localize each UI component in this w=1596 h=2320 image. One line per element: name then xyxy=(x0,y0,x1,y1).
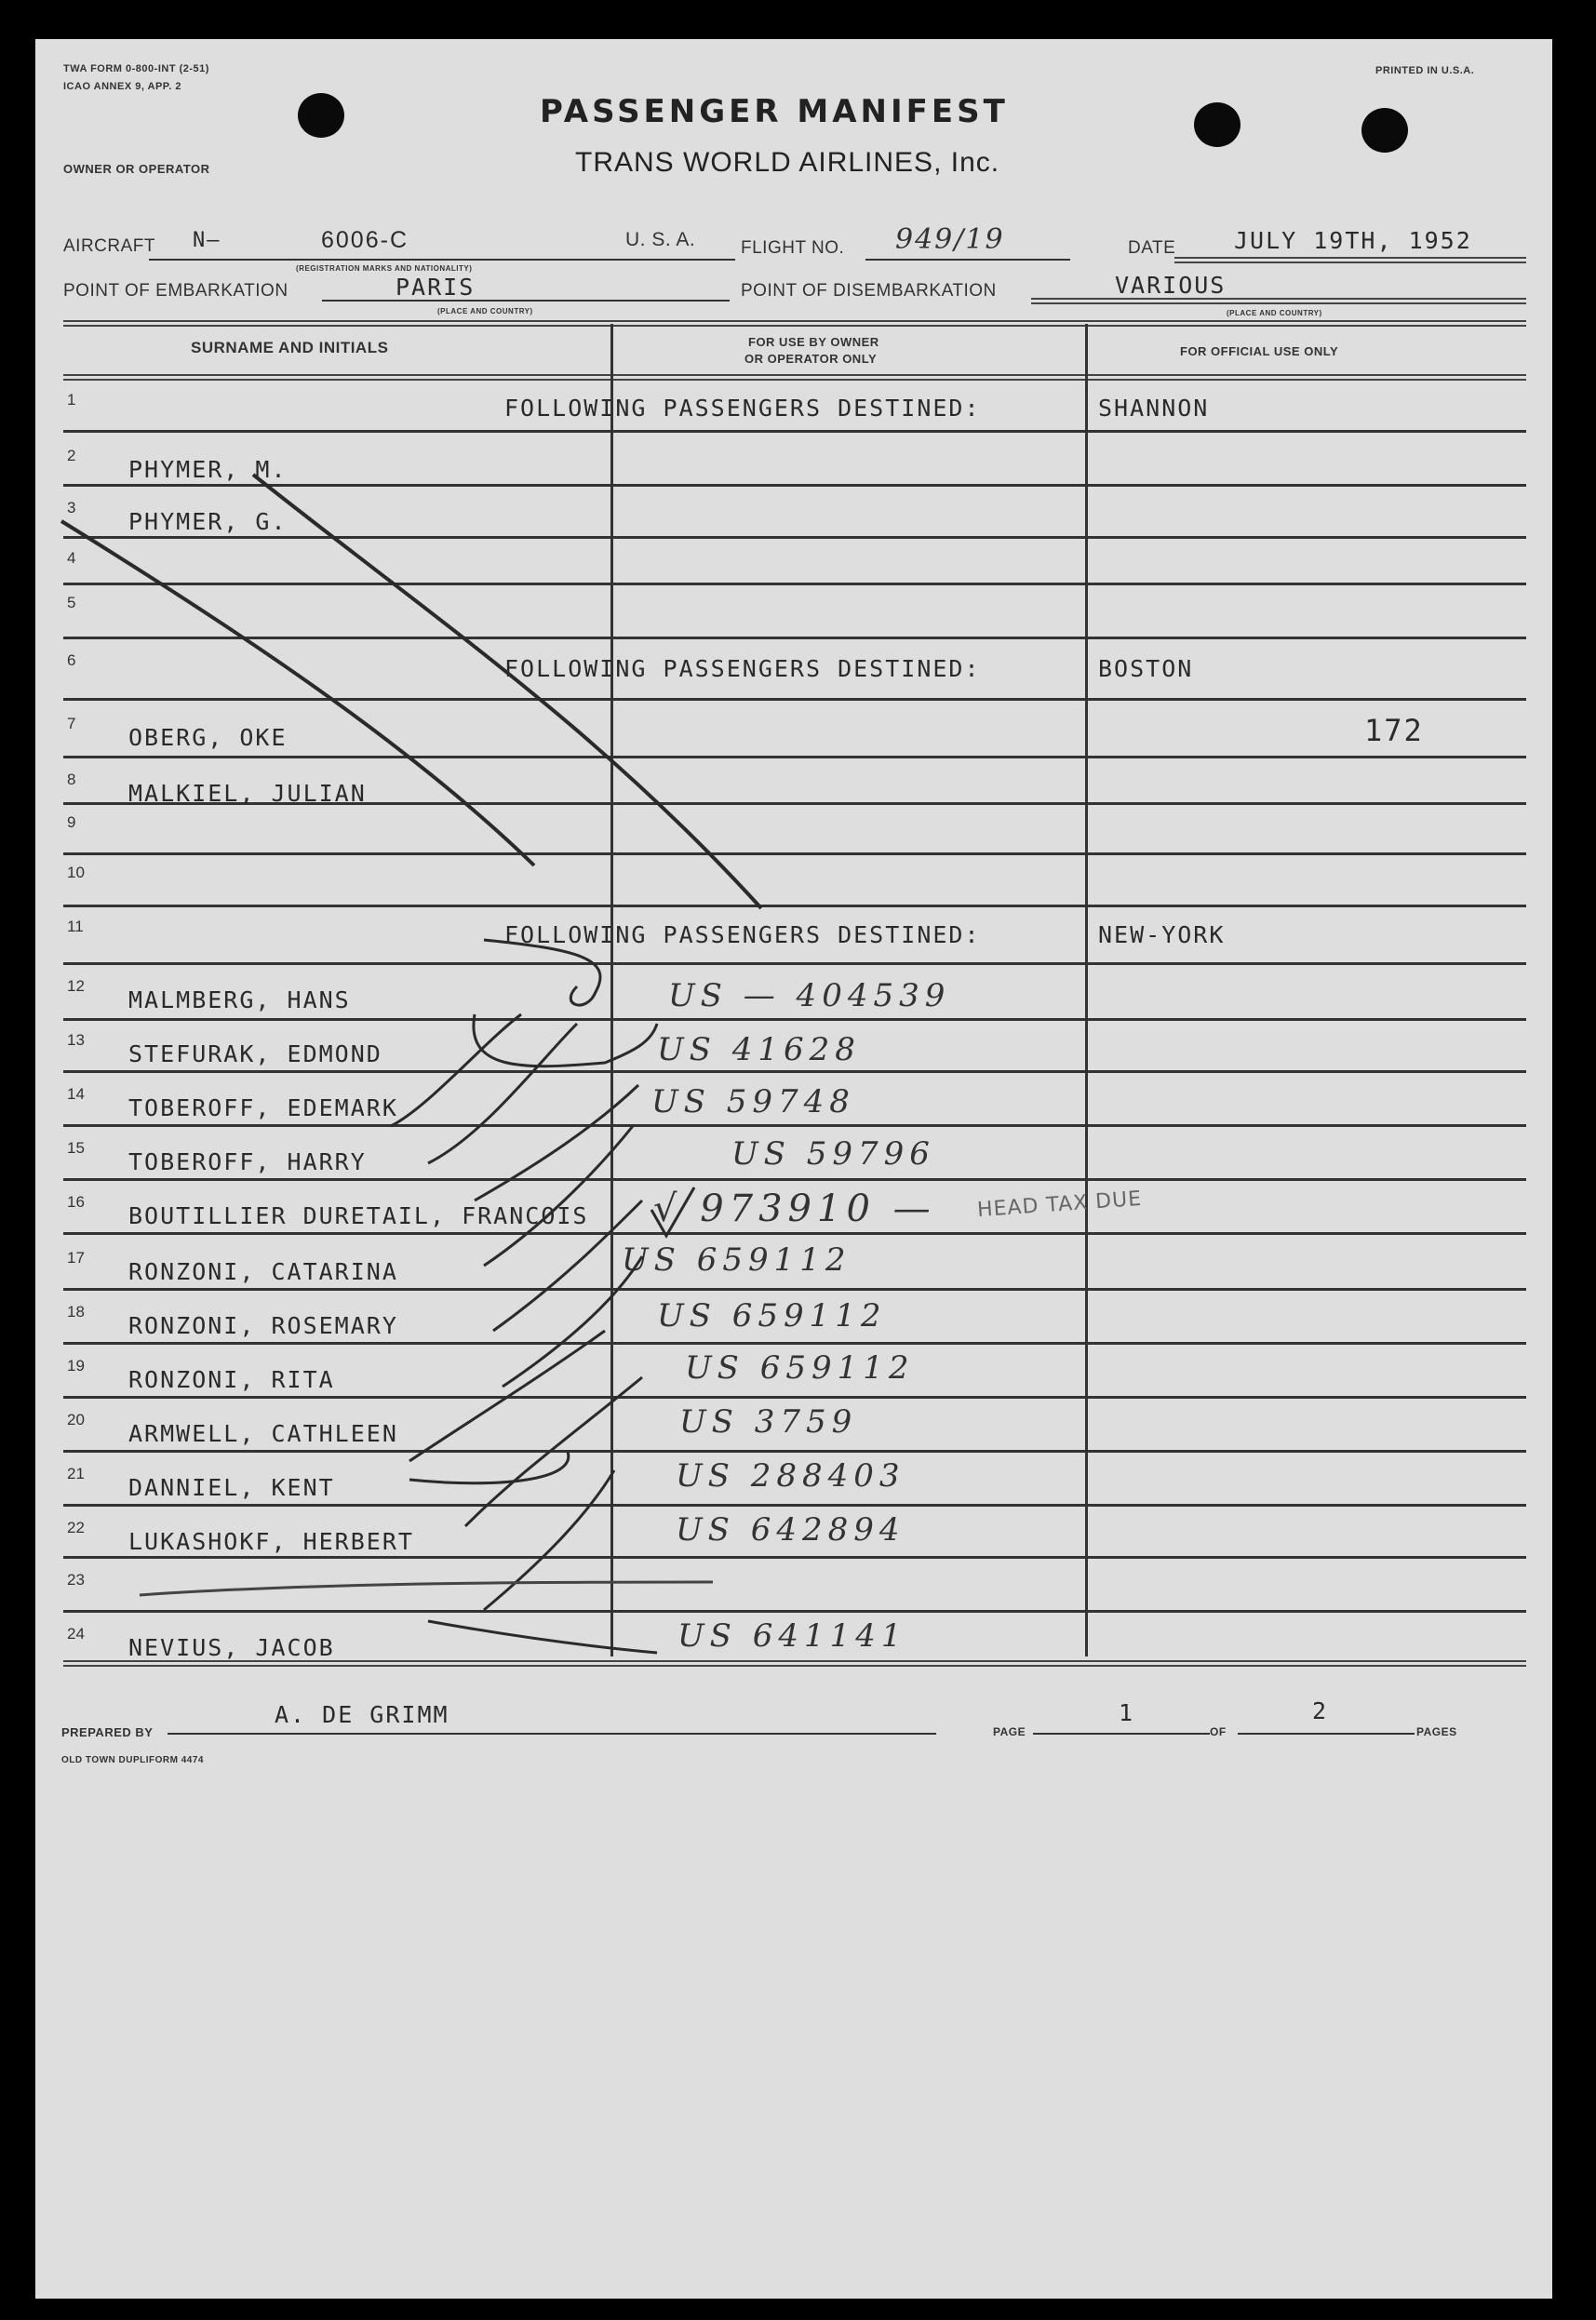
aircraft-country: U. S. A. xyxy=(625,229,696,250)
tick-mark-7 xyxy=(493,1200,642,1331)
printed-in: PRINTED IN U.S.A. xyxy=(1375,65,1475,76)
tick-mark-10 xyxy=(465,1377,642,1526)
row-number: 1 xyxy=(67,391,76,409)
row-number: 7 xyxy=(67,715,76,732)
row-number: 23 xyxy=(67,1571,85,1589)
passenger-name: RONZONI, ROSEMARY xyxy=(128,1312,398,1339)
handwritten-r17: US 659112 xyxy=(622,1241,852,1279)
place-caption-2: (PLACE AND COUNTRY) xyxy=(1227,309,1322,317)
tick-mark-4 xyxy=(428,1024,577,1163)
handwritten-r16: √ 973910 — xyxy=(653,1187,936,1230)
aircraft-label: AIRCRAFT xyxy=(63,236,155,256)
row-number: 19 xyxy=(67,1357,85,1375)
passenger-name: LUKASHOKF, HERBERT xyxy=(128,1528,414,1555)
row-number: 24 xyxy=(67,1625,85,1643)
passenger-name: RONZONI, RITA xyxy=(128,1366,335,1393)
tick-mark-9 xyxy=(409,1331,605,1461)
of-value: 2 xyxy=(1312,1697,1329,1724)
tick-mark-8 xyxy=(503,1256,642,1387)
tick-mark-2 xyxy=(474,1014,657,1066)
passenger-name: MALKIEL, JULIAN xyxy=(128,780,367,807)
row-number: 4 xyxy=(67,549,76,567)
passenger-name: MALMBERG, HANS xyxy=(128,986,351,1013)
aircraft-prefix: N— xyxy=(193,229,221,252)
official-entry: SHANNON xyxy=(1098,395,1210,422)
row-number: 9 xyxy=(67,813,76,831)
disembark-value: VARIOUS xyxy=(1115,272,1227,299)
tick-mark-5 xyxy=(475,1085,638,1200)
row-number: 21 xyxy=(67,1465,85,1482)
tick-mark-13 xyxy=(428,1621,657,1653)
flight-label: FLIGHT NO. xyxy=(741,238,845,258)
row-number: 2 xyxy=(67,447,76,464)
embark-label: POINT OF EMBARKATION xyxy=(63,281,288,301)
row-number: 6 xyxy=(67,651,76,669)
of-label: OF xyxy=(1210,1725,1227,1738)
row-number: 16 xyxy=(67,1193,85,1211)
handwritten-r20: US 3759 xyxy=(679,1403,858,1441)
row-number: 8 xyxy=(67,771,76,788)
row-number: 11 xyxy=(67,918,84,935)
passenger-name: ARMWELL, CATHLEEN xyxy=(128,1420,398,1447)
handwritten-r15: US 59796 xyxy=(731,1135,935,1173)
destination-heading: FOLLOWING PASSENGERS DESTINED: xyxy=(504,395,981,422)
row-number: 22 xyxy=(67,1519,85,1536)
passenger-name: NEVIUS, JACOB xyxy=(128,1634,335,1661)
passenger-name: TOBEROFF, EDEMARK xyxy=(128,1094,398,1121)
form-id-line1: TWA FORM 0-800-INT (2-51) xyxy=(63,63,209,74)
prepared-label: PREPARED BY xyxy=(61,1725,154,1739)
column-header-official: FOR OFFICIAL USE ONLY xyxy=(1180,344,1339,358)
destination-heading: FOLLOWING PASSENGERS DESTINED: xyxy=(504,921,981,948)
airline-name: TRANS WORLD AIRLINES, Inc. xyxy=(575,147,1000,178)
owner-label: OWNER OR OPERATOR xyxy=(63,162,210,176)
passenger-name: DANNIEL, KENT xyxy=(128,1474,335,1501)
row-number: 18 xyxy=(67,1303,85,1321)
date-label: DATE xyxy=(1128,238,1176,258)
handwritten-r13: US 41628 xyxy=(657,1031,861,1068)
handwritten-r24: US 641141 xyxy=(677,1617,907,1655)
page-title: PASSENGER MANIFEST xyxy=(540,93,1009,130)
official-entry: NEW-YORK xyxy=(1098,921,1226,948)
row-number: 20 xyxy=(67,1411,85,1428)
handwritten-r12: US — 404539 xyxy=(668,977,951,1014)
strike-line-1 xyxy=(253,475,761,908)
row23-dash xyxy=(140,1582,713,1595)
printer-line: OLD TOWN DUPLIFORM 4474 xyxy=(61,1755,204,1765)
row-number: 13 xyxy=(67,1031,85,1049)
handwritten-r21: US 288403 xyxy=(676,1457,905,1495)
handwritten-r22: US 642894 xyxy=(676,1511,905,1549)
passenger-name: TOBEROFF, HARRY xyxy=(128,1148,367,1175)
column-header-surname: SURNAME AND INITIALS xyxy=(191,339,389,356)
official-entry: 172 xyxy=(1364,713,1424,748)
passenger-name: STEFURAK, EDMOND xyxy=(128,1040,382,1067)
prepared-underline xyxy=(168,1733,936,1735)
flight-value: 949/19 xyxy=(895,223,1005,256)
handwritten-r18: US 659112 xyxy=(657,1297,887,1334)
registration-caption: (REGISTRATION MARKS AND NATIONALITY) xyxy=(296,264,473,273)
form-id-line2: ICAO ANNEX 9, APP. 2 xyxy=(63,81,181,92)
tick-mark-3 xyxy=(391,1014,521,1126)
destination-heading: FOLLOWING PASSENGERS DESTINED: xyxy=(504,655,981,682)
passenger-name: OBERG, OKE xyxy=(128,724,288,751)
row-number: 17 xyxy=(67,1249,85,1267)
embark-value: PARIS xyxy=(396,274,476,301)
check-mark-r16 xyxy=(651,1187,694,1236)
pages-label: PAGES xyxy=(1416,1725,1457,1738)
prepared-value: A. DE GRIMM xyxy=(275,1701,449,1728)
tick-mark-1 xyxy=(484,940,600,1005)
place-caption-1: (PLACE AND COUNTRY) xyxy=(437,307,533,315)
passenger-name: RONZONI, CATARINA xyxy=(128,1258,398,1285)
passenger-name: BOUTILLIER DURETAIL, FRANCOIS xyxy=(128,1202,589,1229)
handwritten-r16-note: HEAD TAX DUE xyxy=(976,1187,1143,1223)
row-number: 3 xyxy=(67,499,76,516)
page-label: PAGE xyxy=(993,1725,1026,1738)
row-number: 10 xyxy=(67,864,85,881)
row-number: 12 xyxy=(67,977,85,995)
date-value: JULY 19TH, 1952 xyxy=(1234,227,1472,254)
row-number: 5 xyxy=(67,594,76,611)
strike-line-2 xyxy=(61,521,534,865)
column-header-owner-2: OR OPERATOR ONLY xyxy=(744,352,878,366)
handwritten-r19: US 659112 xyxy=(685,1349,915,1387)
row-number: 14 xyxy=(67,1085,85,1103)
passenger-name: PHYMER, M. xyxy=(128,456,288,483)
page-underline xyxy=(1033,1733,1210,1735)
handwritten-r14: US 59748 xyxy=(651,1083,855,1120)
official-entry: BOSTON xyxy=(1098,655,1194,682)
column-header-owner-1: FOR USE BY OWNER xyxy=(748,335,879,349)
of-underline xyxy=(1238,1733,1415,1735)
passenger-name: PHYMER, G. xyxy=(128,508,288,535)
row-number: 15 xyxy=(67,1139,85,1157)
page-value: 1 xyxy=(1119,1699,1135,1726)
aircraft-value: 6006-C xyxy=(321,227,409,253)
disembark-label: POINT OF DISEMBARKATION xyxy=(741,281,997,301)
